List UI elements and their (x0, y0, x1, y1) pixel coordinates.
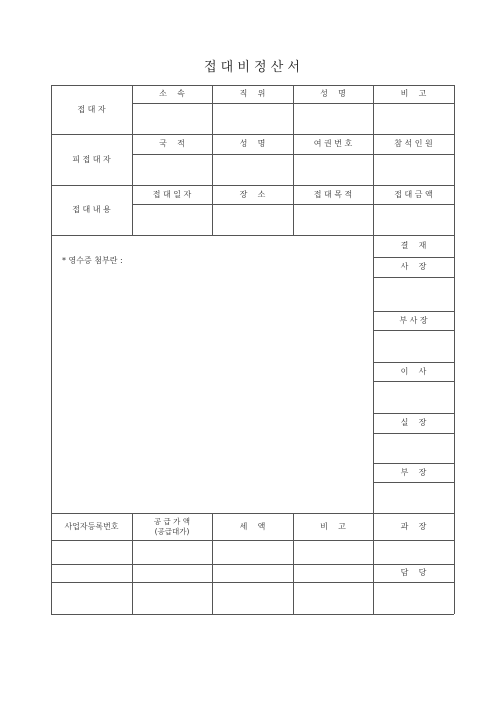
guest-header-nationality: 국 적 (159, 139, 185, 148)
bottom-header-business-number: 사업자등록번호 (64, 521, 119, 531)
approval-role-president: 사 장 (400, 262, 427, 271)
grid-line (373, 381, 454, 382)
grid-line (212, 85, 213, 235)
page-title: 접 대 비 정 산 서 (203, 60, 300, 75)
approval-role-vice-president: 부 사 장 (399, 315, 428, 325)
host-row-label: 접 대 자 (77, 104, 106, 114)
grid-line (132, 85, 133, 235)
grid-line (293, 85, 294, 235)
grid-line (373, 433, 454, 434)
approval-role-section-chief: 과 장 (400, 521, 427, 531)
content-header-amount: 접 대 금 액 (394, 189, 433, 199)
grid-line (373, 330, 454, 331)
host-header-affiliation: 소 속 (159, 89, 185, 98)
host-header-position: 직 위 (239, 89, 266, 98)
receipt-attachment-label: * 영수증 첨부란 : (62, 256, 123, 265)
host-header-name: 성 명 (320, 89, 346, 98)
guest-header-attendees: 참 석 인 원 (394, 139, 433, 148)
guest-header-name: 성 명 (239, 139, 266, 148)
grid-line (373, 482, 454, 483)
bottom-header-supply-amount: 공 급 가 액 (공급대가) (153, 517, 191, 536)
host-header-remarks: 비 고 (400, 89, 427, 98)
table-border-bottom (51, 614, 454, 615)
content-header-purpose: 접 대 목 적 (313, 189, 353, 199)
bottom-header-remarks: 비 고 (320, 521, 346, 531)
guest-header-passport: 여 권 번 호 (313, 139, 353, 148)
guest-row-label: 피 접 대 자 (72, 154, 111, 164)
approval-role-department-head: 부 장 (400, 467, 427, 477)
content-header-date: 접 대 일 자 (152, 189, 192, 199)
content-header-place: 장 소 (239, 189, 266, 199)
bottom-header-tax: 세 액 (239, 521, 266, 531)
approval-role-office-chief: 실 장 (400, 418, 427, 427)
grid-line (373, 277, 454, 278)
content-row-label: 접 대 내 용 (72, 205, 111, 214)
table-border-right (454, 85, 455, 614)
approval-header: 결 재 (400, 241, 427, 250)
approval-role-staff: 담 당 (400, 568, 427, 577)
approval-role-director: 이 사 (400, 366, 427, 376)
grid-line (51, 540, 454, 541)
grid-line (51, 582, 454, 583)
